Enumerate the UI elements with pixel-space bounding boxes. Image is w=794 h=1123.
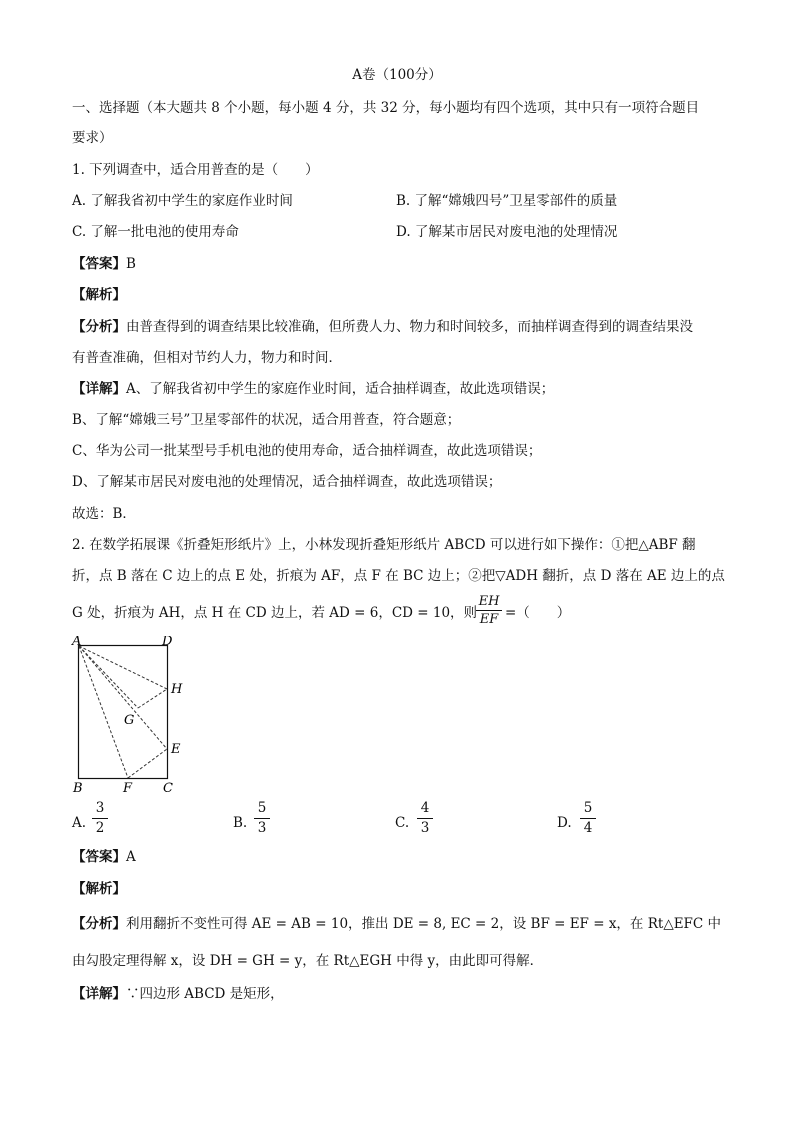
q2-option-a-letter: A.: [72, 815, 87, 831]
q2-fenxi-line2: 由勾股定理得解 x，设 DH = GH = y，在 Rt△EGH 中得 y，由此即可得解．: [72, 953, 544, 969]
q2-option-c-num: 4: [420, 800, 430, 816]
label-f: F: [123, 781, 133, 796]
q1-option-d: D. 了解某市居民对废电池的处理情况: [396, 224, 618, 240]
label-b: B: [73, 781, 83, 796]
q2-answer-tag: 【答案】: [72, 849, 126, 865]
q2-option-c-bar: [417, 818, 433, 819]
q1-fenxi-line2: 有普查准确，但相对节约人力，物力和时间．: [72, 350, 342, 366]
label-g: G: [124, 713, 135, 728]
q2-option-d-letter: D.: [557, 815, 572, 831]
fold-ah: [79, 646, 167, 689]
q1-xiangjie-line4: D、了解某市居民对废电池的处理情况，适合抽样调查，故此选项错误；: [72, 474, 502, 490]
q1-xiangjie-tag: 【详解】: [72, 381, 126, 397]
q2-option-c-den: 3: [420, 820, 430, 836]
q2-answer-value: A: [126, 849, 136, 865]
q2-option-c-letter: C.: [395, 815, 410, 831]
fold-gh: [138, 689, 167, 708]
fold-ag: [79, 646, 138, 708]
q2-xiangjie-text: ∵四边形 ABCD 是矩形，: [126, 986, 284, 1002]
q2-fenxi-text: 利用翻折不变性可得 AE = AB = 10，推出 DE = 8, EC = 2，设 BF = EF = x，在 Rt△EFC 中: [126, 916, 722, 932]
q2-stem-frac-bar: [476, 610, 502, 611]
q2-answer: [72, 848, 136, 866]
q1-answer-tag: 【答案】: [72, 256, 126, 272]
fold-fe: [128, 749, 167, 778]
exam-part-title: A卷（100分）: [352, 67, 442, 83]
fold-ae: [79, 646, 167, 749]
q1-xiangjie-line1: [72, 380, 554, 398]
q1-xiangjie-text-a: A、了解我省初中学生的家庭作业时间，适合抽样调查，故此选项错误；: [126, 381, 555, 397]
q1-xiangjie-line2: B、了解“嫦娥三号”卫星零部件的状况，适合用普查，符合题意；: [72, 412, 461, 428]
q2-option-b-letter: B.: [233, 815, 248, 831]
q1-xiangjie-line3: C、华为公司一批某型号手机电池的使用寿命，适合抽样调查，故此选项错误；: [72, 443, 542, 459]
q2-fenxi-line1: [72, 915, 721, 933]
q2-stem-line3: G 处，折痕为 AH，点 H 在 CD 边上，若 AD = 6，CD = 10，则: [72, 605, 478, 621]
q1-stem: 1. 下列调查中，适合用普查的是（ ）: [72, 162, 319, 178]
q2-option-a-fraction: [92, 800, 108, 837]
q2-stem-tail: =（ ）: [505, 605, 571, 621]
q2-option-c-fraction: [417, 800, 433, 837]
q1-option-c: C. 了解一批电池的使用寿命: [72, 224, 239, 240]
q2-option-a-num: 3: [95, 800, 105, 816]
label-c: C: [163, 781, 173, 796]
q2-option-a-den: 2: [95, 820, 105, 836]
q2-stem-fraction: [476, 594, 502, 627]
q2-stem-frac-den: EF: [479, 612, 499, 627]
q1-fenxi-line1: [72, 318, 693, 336]
q2-option-b-num: 5: [257, 800, 267, 816]
q1-conclusion: 故选：B．: [72, 506, 136, 522]
q1-option-a: A. 了解我省初中学生的家庭作业时间: [72, 193, 293, 209]
q2-xiangjie-tag: 【详解】: [72, 986, 126, 1002]
q2-option-b-den: 3: [257, 820, 267, 836]
label-h: H: [171, 682, 183, 697]
q2-figure: [70, 636, 200, 796]
q2-analysis-title: 【解析】: [72, 881, 126, 897]
q2-stem-frac-num: EH: [478, 594, 500, 609]
section-heading-line2: 要求）: [72, 130, 113, 146]
q2-fenxi-tag: 【分析】: [72, 916, 126, 932]
q1-option-b: B. 了解“嫦娥四号”卫星零部件的质量: [396, 193, 618, 209]
q1-answer-value: B: [126, 256, 136, 272]
q2-stem-line2: 折，点 B 落在 C 边上的点 E 处，折痕为 AF，点 F 在 BC 边上；②把▽ADH 翻折，点 D 落在 AE 边上的点: [72, 568, 725, 584]
section-heading-line1: 一、选择题（本大题共 8 个小题，每小题 4 分，共 32 分，每小题均有四个选项，其中只有一项符合题目: [72, 100, 700, 116]
label-a: A: [72, 636, 82, 649]
q2-xiangjie-line1: [72, 985, 284, 1003]
q2-option-d-bar: [580, 818, 596, 819]
label-e: E: [171, 742, 181, 757]
q2-option-d-fraction: [580, 800, 596, 837]
q2-option-b-bar: [254, 818, 270, 819]
q1-fenxi-text: 由普查得到的调查结果比较准确，但所费人力、物力和时间较多，而抽样调查得到的调查结果没: [126, 319, 693, 335]
q2-stem-line1: 2. 在数学拓展课《折叠矩形纸片》上，小林发现折叠矩形纸片 ABCD 可以进行如下操作：①把△ABF 翻: [72, 537, 696, 553]
q2-option-d-den: 4: [583, 820, 593, 836]
q2-option-b-fraction: [254, 800, 270, 837]
label-d: D: [162, 636, 173, 649]
q1-fenxi-tag: 【分析】: [72, 319, 126, 335]
q1-analysis-title: 【解析】: [72, 287, 126, 303]
q2-option-d-num: 5: [583, 800, 593, 816]
q2-option-a-bar: [92, 818, 108, 819]
q1-answer: [72, 255, 136, 273]
